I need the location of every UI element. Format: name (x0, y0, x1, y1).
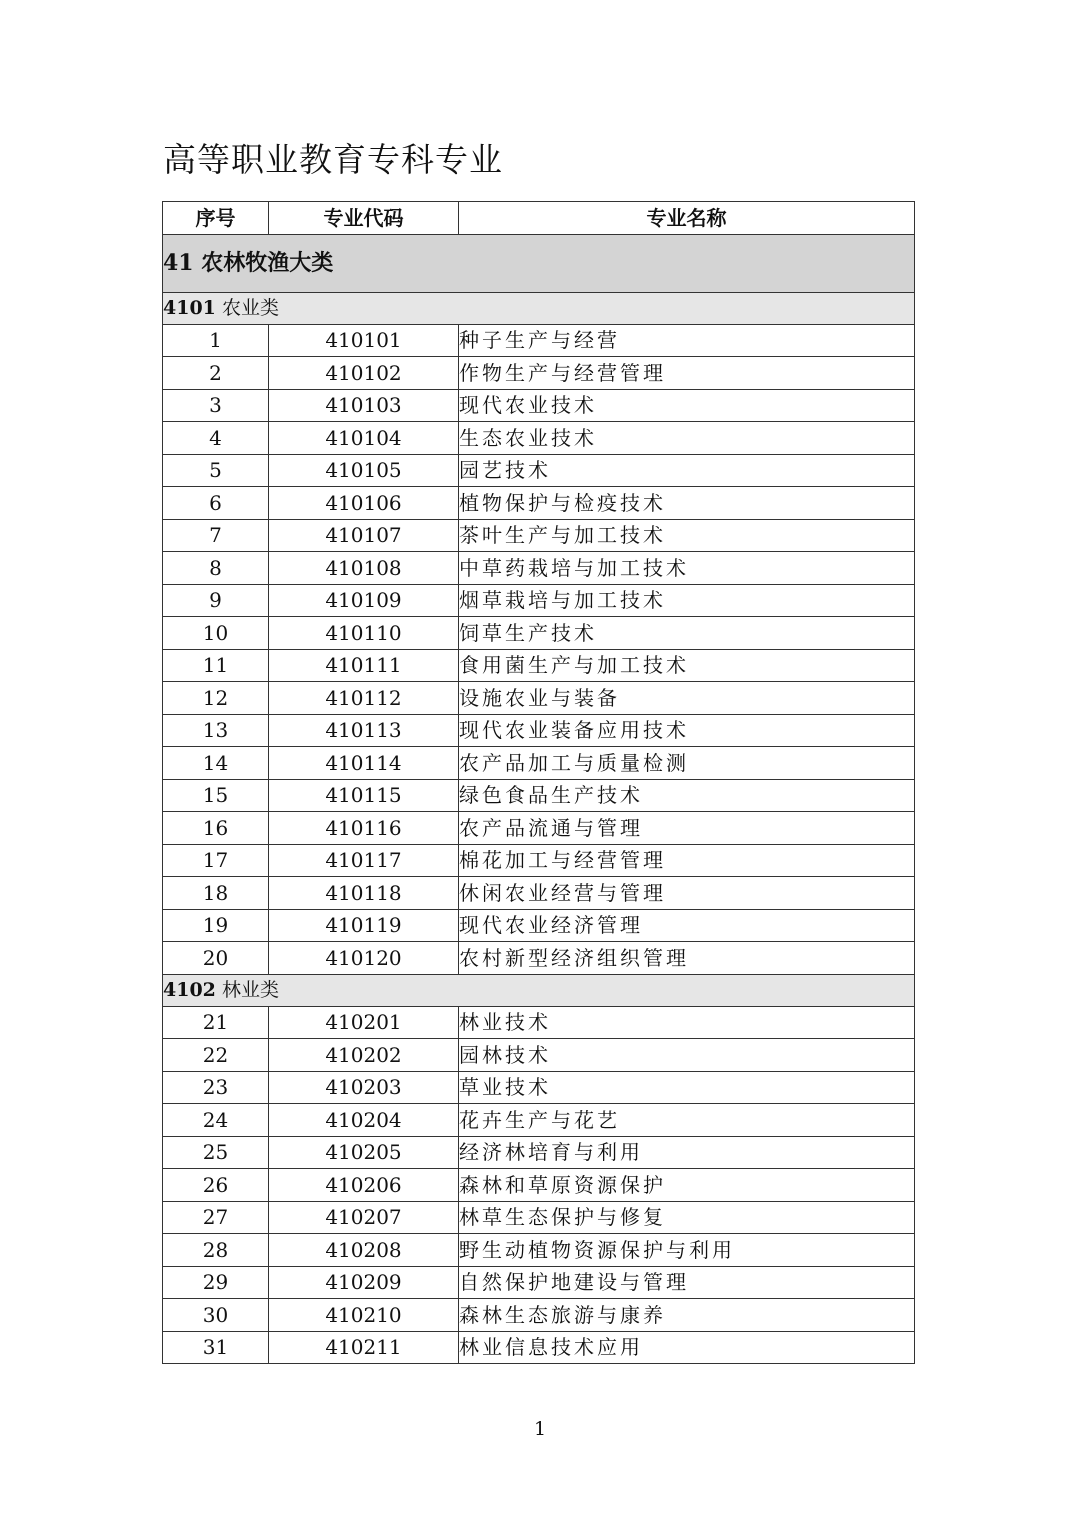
seq-cell: 31 (163, 1331, 269, 1364)
name-cell: 食用菌生产与加工技术 (459, 649, 915, 682)
table-body (163, 234, 915, 1364)
code-cell: 410104 (269, 422, 459, 455)
table-row (163, 1006, 915, 1039)
seq-cell: 6 (163, 487, 269, 520)
name-cell: 烟草栽培与加工技术 (459, 584, 915, 617)
name-cell: 经济林培育与利用 (459, 1136, 915, 1169)
name-cell: 现代农业经济管理 (459, 909, 915, 942)
seq-cell: 19 (163, 909, 269, 942)
seq-cell: 7 (163, 519, 269, 552)
table-row (163, 454, 915, 487)
code-cell: 410106 (269, 487, 459, 520)
name-cell: 野生动植物资源保护与利用 (459, 1234, 915, 1267)
code-cell: 410111 (269, 649, 459, 682)
name-cell: 种子生产与经营 (459, 324, 915, 357)
subcategory-row (163, 292, 915, 324)
code-cell: 410205 (269, 1136, 459, 1169)
seq-cell: 26 (163, 1169, 269, 1202)
table-row (163, 714, 915, 747)
table-row (163, 1104, 915, 1137)
table-row (163, 617, 915, 650)
name-cell: 作物生产与经营管理 (459, 357, 915, 390)
code-cell: 410117 (269, 844, 459, 877)
seq-cell: 25 (163, 1136, 269, 1169)
code-cell: 410110 (269, 617, 459, 650)
seq-cell: 22 (163, 1039, 269, 1072)
seq-cell: 2 (163, 357, 269, 390)
seq-cell: 10 (163, 617, 269, 650)
name-cell: 森林和草原资源保护 (459, 1169, 915, 1202)
code-cell: 410207 (269, 1201, 459, 1234)
table-row (163, 909, 915, 942)
subcategory-name: 农业类 (221, 297, 279, 319)
code-cell: 410108 (269, 552, 459, 585)
seq-cell: 18 (163, 877, 269, 910)
table-row (163, 422, 915, 455)
code-cell: 410107 (269, 519, 459, 552)
code-cell: 410209 (269, 1266, 459, 1299)
code-cell: 410115 (269, 779, 459, 812)
seq-cell: 1 (163, 324, 269, 357)
table-row (163, 682, 915, 715)
name-cell: 植物保护与检疫技术 (459, 487, 915, 520)
table-row (163, 1266, 915, 1299)
name-cell: 草业技术 (459, 1071, 915, 1104)
code-cell: 410102 (269, 357, 459, 390)
subcategory-row (163, 974, 915, 1006)
page-number: 1 (533, 1418, 547, 1440)
category-code: 41 (163, 249, 194, 276)
name-cell: 园林技术 (459, 1039, 915, 1072)
subcategory-name: 林业类 (221, 979, 279, 1001)
majors-table (162, 201, 915, 1364)
name-cell: 园艺技术 (459, 454, 915, 487)
seq-cell: 28 (163, 1234, 269, 1267)
code-cell: 410120 (269, 942, 459, 975)
name-cell: 生态农业技术 (459, 422, 915, 455)
seq-cell: 17 (163, 844, 269, 877)
seq-cell: 12 (163, 682, 269, 715)
code-cell: 410101 (269, 324, 459, 357)
name-cell: 茶叶生产与加工技术 (459, 519, 915, 552)
code-cell: 410211 (269, 1331, 459, 1364)
seq-cell: 27 (163, 1201, 269, 1234)
code-cell: 410206 (269, 1169, 459, 1202)
subcategory-cell (163, 292, 915, 324)
table-row (163, 487, 915, 520)
table-row (163, 812, 915, 845)
table-row (163, 1234, 915, 1267)
table-row (163, 942, 915, 975)
table-row (163, 1071, 915, 1104)
seq-cell: 13 (163, 714, 269, 747)
seq-cell: 21 (163, 1006, 269, 1039)
name-cell: 林业技术 (459, 1006, 915, 1039)
name-cell: 农产品流通与管理 (459, 812, 915, 845)
document-title: 高等职业教育专科专业 (163, 140, 503, 179)
name-cell: 农产品加工与质量检测 (459, 747, 915, 780)
table-row (163, 1201, 915, 1234)
table-row (163, 357, 915, 390)
code-cell: 410201 (269, 1006, 459, 1039)
table-row (163, 324, 915, 357)
name-cell: 休闲农业经营与管理 (459, 877, 915, 910)
code-cell: 410119 (269, 909, 459, 942)
seq-cell: 16 (163, 812, 269, 845)
seq-cell: 24 (163, 1104, 269, 1137)
seq-cell: 14 (163, 747, 269, 780)
table-row (163, 1169, 915, 1202)
seq-cell: 3 (163, 389, 269, 422)
table-row (163, 1299, 915, 1332)
code-cell: 410109 (269, 584, 459, 617)
name-cell: 中草药栽培与加工技术 (459, 552, 915, 585)
code-cell: 410210 (269, 1299, 459, 1332)
header-code: 专业代码 (269, 202, 459, 235)
table-row (163, 552, 915, 585)
code-cell: 410112 (269, 682, 459, 715)
code-cell: 410113 (269, 714, 459, 747)
table-row (163, 1039, 915, 1072)
code-cell: 410114 (269, 747, 459, 780)
seq-cell: 15 (163, 779, 269, 812)
name-cell: 农村新型经济组织管理 (459, 942, 915, 975)
table-row (163, 747, 915, 780)
seq-cell: 30 (163, 1299, 269, 1332)
code-cell: 410116 (269, 812, 459, 845)
header-seq: 序号 (163, 202, 269, 235)
table-row (163, 779, 915, 812)
table-row (163, 1331, 915, 1364)
table-row (163, 584, 915, 617)
name-cell: 设施农业与装备 (459, 682, 915, 715)
code-cell: 410118 (269, 877, 459, 910)
name-cell: 绿色食品生产技术 (459, 779, 915, 812)
name-cell: 花卉生产与花艺 (459, 1104, 915, 1137)
subcategory-code: 4102 (163, 979, 216, 1001)
seq-cell: 23 (163, 1071, 269, 1104)
name-cell: 林草生态保护与修复 (459, 1201, 915, 1234)
table-row (163, 389, 915, 422)
name-cell: 现代农业装备应用技术 (459, 714, 915, 747)
table-row (163, 519, 915, 552)
name-cell: 森林生态旅游与康养 (459, 1299, 915, 1332)
table-row (163, 649, 915, 682)
seq-cell: 11 (163, 649, 269, 682)
table-row (163, 844, 915, 877)
table-row (163, 1136, 915, 1169)
name-cell: 自然保护地建设与管理 (459, 1266, 915, 1299)
name-cell: 棉花加工与经营管理 (459, 844, 915, 877)
name-cell: 现代农业技术 (459, 389, 915, 422)
code-cell: 410105 (269, 454, 459, 487)
category-name: 农林牧渔大类 (201, 250, 334, 276)
seq-cell: 20 (163, 942, 269, 975)
seq-cell: 4 (163, 422, 269, 455)
subcategory-cell (163, 974, 915, 1006)
seq-cell: 9 (163, 584, 269, 617)
seq-cell: 8 (163, 552, 269, 585)
table-header-row (163, 202, 915, 235)
category-cell (163, 234, 915, 292)
subcategory-code: 4101 (163, 297, 216, 319)
code-cell: 410208 (269, 1234, 459, 1267)
name-cell: 林业信息技术应用 (459, 1331, 915, 1364)
code-cell: 410204 (269, 1104, 459, 1137)
name-cell: 饲草生产技术 (459, 617, 915, 650)
code-cell: 410202 (269, 1039, 459, 1072)
seq-cell: 29 (163, 1266, 269, 1299)
code-cell: 410203 (269, 1071, 459, 1104)
seq-cell: 5 (163, 454, 269, 487)
code-cell: 410103 (269, 389, 459, 422)
category-row (163, 234, 915, 292)
header-name: 专业名称 (459, 202, 915, 235)
table-row (163, 877, 915, 910)
